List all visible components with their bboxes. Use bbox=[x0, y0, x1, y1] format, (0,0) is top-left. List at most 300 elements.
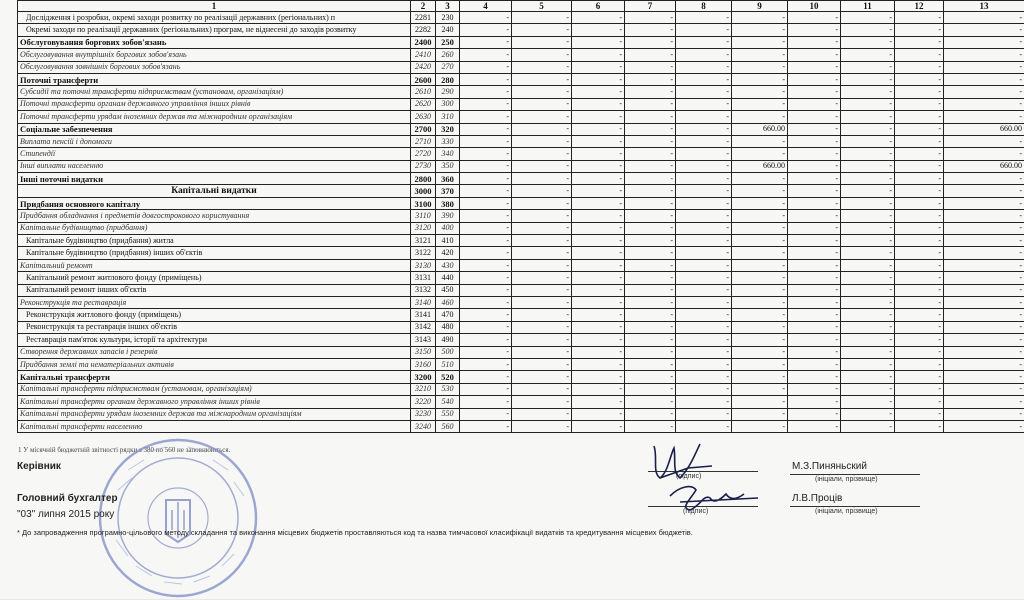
cell-col-7: - bbox=[625, 135, 676, 147]
cell-col-4: - bbox=[460, 358, 512, 370]
cell-col-10: - bbox=[788, 135, 841, 147]
cell-col-8: - bbox=[676, 284, 732, 296]
cell-col-4: - bbox=[460, 247, 512, 259]
cell-col-6: - bbox=[572, 148, 625, 160]
cell-col-11: - bbox=[841, 309, 895, 321]
cell-col-4: - bbox=[460, 334, 512, 346]
cell-col-13: - bbox=[944, 371, 1024, 383]
column-header-2: 2 bbox=[411, 1, 436, 12]
row-line-code: 230 bbox=[436, 12, 460, 24]
cell-col-9: 660.00 bbox=[732, 123, 788, 135]
cell-col-13: - bbox=[944, 358, 1024, 370]
row-code: 3160 bbox=[411, 358, 436, 370]
cell-col-8: - bbox=[676, 148, 732, 160]
row-code: 3143 bbox=[411, 334, 436, 346]
cell-col-13: - bbox=[944, 185, 1024, 197]
cell-col-5: - bbox=[512, 61, 572, 73]
cell-col-7: - bbox=[625, 383, 676, 395]
cell-col-9: - bbox=[732, 36, 788, 48]
cell-col-6: - bbox=[572, 173, 625, 185]
row-name: Виплата пенсій і допомоги bbox=[18, 135, 411, 147]
cell-col-10: - bbox=[788, 408, 841, 420]
table-row bbox=[18, 247, 1024, 259]
cell-col-7: - bbox=[625, 86, 676, 98]
cell-col-7: - bbox=[625, 210, 676, 222]
row-code: 2281 bbox=[411, 12, 436, 24]
row-line-code: 500 bbox=[436, 346, 460, 358]
cell-col-8: - bbox=[676, 123, 732, 135]
cell-col-7: - bbox=[625, 98, 676, 110]
row-code: 2720 bbox=[411, 148, 436, 160]
cell-col-4: - bbox=[460, 73, 512, 85]
cell-col-12: - bbox=[895, 420, 944, 432]
cell-col-7: - bbox=[625, 247, 676, 259]
row-line-code: 340 bbox=[436, 148, 460, 160]
row-code: 3122 bbox=[411, 247, 436, 259]
row-code: 3210 bbox=[411, 383, 436, 395]
cell-col-8: - bbox=[676, 247, 732, 259]
cell-col-13: - bbox=[944, 24, 1024, 36]
table-row bbox=[18, 272, 1024, 284]
cell-col-10: - bbox=[788, 210, 841, 222]
cell-col-8: - bbox=[676, 173, 732, 185]
row-name: Поточні трансферти урядам іноземних держав та міжнародним організаціям bbox=[18, 111, 411, 123]
row-line-code: 330 bbox=[436, 135, 460, 147]
cell-col-6: - bbox=[572, 346, 625, 358]
cell-col-9: - bbox=[732, 197, 788, 209]
cell-col-12: - bbox=[895, 346, 944, 358]
cell-col-9: - bbox=[732, 371, 788, 383]
accountant-name: Л.В.Проців bbox=[792, 493, 842, 504]
cell-col-7: - bbox=[625, 334, 676, 346]
cell-col-11: - bbox=[841, 259, 895, 271]
cell-col-12: - bbox=[895, 98, 944, 110]
row-line-code: 370 bbox=[436, 185, 460, 197]
cell-col-7: - bbox=[625, 235, 676, 247]
cell-col-7: - bbox=[625, 12, 676, 24]
cell-col-11: - bbox=[841, 148, 895, 160]
cell-col-10: - bbox=[788, 73, 841, 85]
table-row bbox=[18, 135, 1024, 147]
cell-col-6: - bbox=[572, 222, 625, 234]
cell-col-11: - bbox=[841, 210, 895, 222]
cell-col-8: - bbox=[676, 383, 732, 395]
cell-col-10: - bbox=[788, 86, 841, 98]
row-name: Реконструкція та реставрація інших об'єктів bbox=[18, 321, 411, 333]
cell-col-9: - bbox=[732, 383, 788, 395]
cell-col-11: - bbox=[841, 420, 895, 432]
cell-col-7: - bbox=[625, 123, 676, 135]
cell-col-13: - bbox=[944, 309, 1024, 321]
row-code: 2400 bbox=[411, 36, 436, 48]
budget-table bbox=[17, 0, 1024, 433]
cell-col-9: - bbox=[732, 408, 788, 420]
cell-col-11: - bbox=[841, 396, 895, 408]
cell-col-9: - bbox=[732, 12, 788, 24]
cell-col-10: - bbox=[788, 420, 841, 432]
row-code: 3121 bbox=[411, 235, 436, 247]
cell-col-10: - bbox=[788, 148, 841, 160]
cell-col-6: - bbox=[572, 24, 625, 36]
cell-col-8: - bbox=[676, 185, 732, 197]
cell-col-12: - bbox=[895, 160, 944, 172]
cell-col-12: - bbox=[895, 148, 944, 160]
cell-col-9: - bbox=[732, 396, 788, 408]
column-header-3: 3 bbox=[436, 1, 460, 12]
cell-col-13: - bbox=[944, 86, 1024, 98]
cell-col-6: - bbox=[572, 86, 625, 98]
row-line-code: 520 bbox=[436, 371, 460, 383]
column-header-10: 10 bbox=[788, 1, 841, 12]
cell-col-10: - bbox=[788, 197, 841, 209]
row-code: 3230 bbox=[411, 408, 436, 420]
cell-col-10: - bbox=[788, 160, 841, 172]
cell-col-11: - bbox=[841, 61, 895, 73]
row-line-code: 450 bbox=[436, 284, 460, 296]
row-name: Капітальне будівництво (придбання) bbox=[18, 222, 411, 234]
cell-col-6: - bbox=[572, 383, 625, 395]
cell-col-9: - bbox=[732, 420, 788, 432]
cell-col-6: - bbox=[572, 259, 625, 271]
row-line-code: 320 bbox=[436, 123, 460, 135]
cell-col-7: - bbox=[625, 61, 676, 73]
cell-col-4: - bbox=[460, 123, 512, 135]
cell-col-5: - bbox=[512, 371, 572, 383]
cell-col-5: - bbox=[512, 135, 572, 147]
cell-col-11: - bbox=[841, 160, 895, 172]
cell-col-12: - bbox=[895, 371, 944, 383]
cell-col-4: - bbox=[460, 160, 512, 172]
head-signature-caption: (підпис) bbox=[676, 473, 701, 480]
cell-col-5: - bbox=[512, 284, 572, 296]
cell-col-4: - bbox=[460, 86, 512, 98]
head-name-caption: (ініціали, прізвище) bbox=[815, 476, 878, 483]
table-row bbox=[18, 396, 1024, 408]
row-name: Соціальне забезпечення bbox=[18, 123, 411, 135]
cell-col-6: - bbox=[572, 185, 625, 197]
cell-col-11: - bbox=[841, 24, 895, 36]
row-line-code: 310 bbox=[436, 111, 460, 123]
cell-col-4: - bbox=[460, 111, 512, 123]
cell-col-10: - bbox=[788, 272, 841, 284]
cell-col-12: - bbox=[895, 396, 944, 408]
cell-col-9: - bbox=[732, 73, 788, 85]
cell-col-7: - bbox=[625, 24, 676, 36]
accountant-name-caption: (ініціали, прізвище) bbox=[815, 508, 878, 515]
cell-col-6: - bbox=[572, 210, 625, 222]
cell-col-4: - bbox=[460, 296, 512, 308]
cell-col-12: - bbox=[895, 222, 944, 234]
cell-col-12: - bbox=[895, 49, 944, 61]
row-line-code: 290 bbox=[436, 86, 460, 98]
table-row bbox=[18, 61, 1024, 73]
cell-col-13: - bbox=[944, 396, 1024, 408]
cell-col-13: - bbox=[944, 197, 1024, 209]
cell-col-7: - bbox=[625, 49, 676, 61]
table-row bbox=[18, 86, 1024, 98]
cell-col-11: - bbox=[841, 371, 895, 383]
cell-col-4: - bbox=[460, 420, 512, 432]
cell-col-8: - bbox=[676, 24, 732, 36]
cell-col-9: - bbox=[732, 272, 788, 284]
cell-col-5: - bbox=[512, 210, 572, 222]
cell-col-12: - bbox=[895, 12, 944, 24]
row-code: 3131 bbox=[411, 272, 436, 284]
table-row bbox=[18, 296, 1024, 308]
cell-col-5: - bbox=[512, 148, 572, 160]
cell-col-5: - bbox=[512, 86, 572, 98]
cell-col-13: - bbox=[944, 73, 1024, 85]
row-line-code: 380 bbox=[436, 197, 460, 209]
cell-col-9: - bbox=[732, 173, 788, 185]
cell-col-10: - bbox=[788, 259, 841, 271]
cell-col-8: - bbox=[676, 197, 732, 209]
row-code: 3110 bbox=[411, 210, 436, 222]
table-row bbox=[18, 346, 1024, 358]
cell-col-13: - bbox=[944, 321, 1024, 333]
cell-col-7: - bbox=[625, 185, 676, 197]
cell-col-12: - bbox=[895, 284, 944, 296]
cell-col-9: - bbox=[732, 148, 788, 160]
cell-col-12: - bbox=[895, 61, 944, 73]
cell-col-4: - bbox=[460, 173, 512, 185]
row-name: Придбання основного капіталу bbox=[18, 197, 411, 209]
cell-col-8: - bbox=[676, 334, 732, 346]
cell-col-13: - bbox=[944, 12, 1024, 24]
cell-col-5: - bbox=[512, 185, 572, 197]
table-row bbox=[18, 111, 1024, 123]
cell-col-4: - bbox=[460, 396, 512, 408]
row-line-code: 560 bbox=[436, 420, 460, 432]
row-name: Інші поточні видатки bbox=[18, 173, 411, 185]
head-name: М.З.Пиняньский bbox=[792, 461, 867, 472]
cell-col-6: - bbox=[572, 36, 625, 48]
row-name: Капітальне будівництво (придбання) інших об'єктів bbox=[18, 247, 411, 259]
cell-col-11: - bbox=[841, 247, 895, 259]
column-header-7: 7 bbox=[625, 1, 676, 12]
cell-col-12: - bbox=[895, 235, 944, 247]
cell-col-6: - bbox=[572, 334, 625, 346]
cell-col-4: - bbox=[460, 346, 512, 358]
cell-col-13: - bbox=[944, 49, 1024, 61]
row-code: 2610 bbox=[411, 86, 436, 98]
cell-col-12: - bbox=[895, 111, 944, 123]
row-code: 3200 bbox=[411, 371, 436, 383]
cell-col-6: - bbox=[572, 61, 625, 73]
row-code: 3142 bbox=[411, 321, 436, 333]
row-code: 3130 bbox=[411, 259, 436, 271]
cell-col-5: - bbox=[512, 197, 572, 209]
cell-col-13: - bbox=[944, 247, 1024, 259]
cell-col-5: - bbox=[512, 420, 572, 432]
cell-col-9: - bbox=[732, 210, 788, 222]
row-line-code: 240 bbox=[436, 24, 460, 36]
row-code: 3220 bbox=[411, 396, 436, 408]
row-line-code: 400 bbox=[436, 222, 460, 234]
table-row bbox=[18, 235, 1024, 247]
cell-col-10: - bbox=[788, 185, 841, 197]
cell-col-9: - bbox=[732, 222, 788, 234]
table-row bbox=[18, 259, 1024, 271]
cell-col-4: - bbox=[460, 235, 512, 247]
cell-col-8: - bbox=[676, 111, 732, 123]
cell-col-10: - bbox=[788, 383, 841, 395]
cell-col-5: - bbox=[512, 235, 572, 247]
cell-col-8: - bbox=[676, 321, 732, 333]
cell-col-8: - bbox=[676, 36, 732, 48]
cell-col-10: - bbox=[788, 111, 841, 123]
cell-col-11: - bbox=[841, 73, 895, 85]
cell-col-9: - bbox=[732, 49, 788, 61]
cell-col-10: - bbox=[788, 235, 841, 247]
footnote: 1 У місячній бюджетній звітності рядки з 380 по 560 не заповнюються. bbox=[18, 446, 230, 454]
cell-col-7: - bbox=[625, 371, 676, 383]
cell-col-9: - bbox=[732, 61, 788, 73]
table-row bbox=[18, 309, 1024, 321]
cell-col-13: - bbox=[944, 148, 1024, 160]
cell-col-8: - bbox=[676, 408, 732, 420]
cell-col-8: - bbox=[676, 222, 732, 234]
cell-col-9: - bbox=[732, 235, 788, 247]
cell-col-6: - bbox=[572, 396, 625, 408]
cell-col-8: - bbox=[676, 309, 732, 321]
cell-col-8: - bbox=[676, 346, 732, 358]
cell-col-6: - bbox=[572, 98, 625, 110]
cell-col-9: - bbox=[732, 24, 788, 36]
cell-col-6: - bbox=[572, 284, 625, 296]
cell-col-10: - bbox=[788, 123, 841, 135]
row-name: Обслуговування внутрішніх боргових зобов'язань bbox=[18, 49, 411, 61]
cell-col-6: - bbox=[572, 111, 625, 123]
cell-col-4: - bbox=[460, 210, 512, 222]
cell-col-5: - bbox=[512, 173, 572, 185]
table-row bbox=[18, 73, 1024, 85]
cell-col-11: - bbox=[841, 358, 895, 370]
cell-col-4: - bbox=[460, 49, 512, 61]
table-row bbox=[18, 408, 1024, 420]
cell-col-12: - bbox=[895, 210, 944, 222]
cell-col-13: - bbox=[944, 272, 1024, 284]
cell-col-5: - bbox=[512, 12, 572, 24]
cell-col-5: - bbox=[512, 259, 572, 271]
cell-col-6: - bbox=[572, 321, 625, 333]
cell-col-6: - bbox=[572, 235, 625, 247]
row-line-code: 470 bbox=[436, 309, 460, 321]
cell-col-11: - bbox=[841, 272, 895, 284]
cell-col-5: - bbox=[512, 408, 572, 420]
cell-col-7: - bbox=[625, 148, 676, 160]
row-code: 3240 bbox=[411, 420, 436, 432]
cell-col-10: - bbox=[788, 358, 841, 370]
row-code: 2420 bbox=[411, 61, 436, 73]
row-code: 2620 bbox=[411, 98, 436, 110]
row-code: 3132 bbox=[411, 284, 436, 296]
cell-col-5: - bbox=[512, 36, 572, 48]
cell-col-4: - bbox=[460, 383, 512, 395]
table-row bbox=[18, 160, 1024, 172]
cell-col-4: - bbox=[460, 148, 512, 160]
cell-col-10: - bbox=[788, 49, 841, 61]
cell-col-11: - bbox=[841, 296, 895, 308]
cell-col-12: - bbox=[895, 358, 944, 370]
cell-col-4: - bbox=[460, 185, 512, 197]
row-name: Обслуговування боргових зобов'язань bbox=[18, 36, 411, 48]
cell-col-13: - bbox=[944, 235, 1024, 247]
cell-col-13: - bbox=[944, 408, 1024, 420]
cell-col-8: - bbox=[676, 259, 732, 271]
row-line-code: 540 bbox=[436, 396, 460, 408]
row-line-code: 270 bbox=[436, 61, 460, 73]
cell-col-12: - bbox=[895, 86, 944, 98]
cell-col-4: - bbox=[460, 135, 512, 147]
row-name: Реконструкція житлового фонду (приміщень) bbox=[18, 309, 411, 321]
cell-col-12: - bbox=[895, 36, 944, 48]
cell-col-4: - bbox=[460, 24, 512, 36]
cell-col-11: - bbox=[841, 98, 895, 110]
cell-col-11: - bbox=[841, 346, 895, 358]
cell-col-5: - bbox=[512, 334, 572, 346]
cell-col-11: - bbox=[841, 86, 895, 98]
handwritten-signatures bbox=[640, 438, 770, 533]
row-code: 3100 bbox=[411, 197, 436, 209]
cell-col-6: - bbox=[572, 296, 625, 308]
cell-col-6: - bbox=[572, 247, 625, 259]
cell-col-9: - bbox=[732, 346, 788, 358]
row-line-code: 530 bbox=[436, 383, 460, 395]
cell-col-8: - bbox=[676, 61, 732, 73]
row-name: Створення державних запасів і резервів bbox=[18, 346, 411, 358]
cell-col-13: - bbox=[944, 420, 1024, 432]
cell-col-5: - bbox=[512, 272, 572, 284]
row-code: 3140 bbox=[411, 296, 436, 308]
cell-col-5: - bbox=[512, 396, 572, 408]
cell-col-9: - bbox=[732, 284, 788, 296]
cell-col-9: - bbox=[732, 86, 788, 98]
cell-col-8: - bbox=[676, 371, 732, 383]
cell-col-11: - bbox=[841, 197, 895, 209]
column-header-1: 1 bbox=[18, 1, 411, 12]
row-code: 3120 bbox=[411, 222, 436, 234]
cell-col-9: - bbox=[732, 135, 788, 147]
cell-col-10: - bbox=[788, 36, 841, 48]
cell-col-12: - bbox=[895, 296, 944, 308]
cell-col-12: - bbox=[895, 24, 944, 36]
cell-col-9: - bbox=[732, 259, 788, 271]
cell-col-11: - bbox=[841, 321, 895, 333]
cell-col-13: - bbox=[944, 284, 1024, 296]
cell-col-11: - bbox=[841, 123, 895, 135]
cell-col-13: - bbox=[944, 334, 1024, 346]
cell-col-13: 660.00 bbox=[944, 123, 1024, 135]
report-date: "03" липня 2015 року bbox=[17, 509, 114, 520]
cell-col-5: - bbox=[512, 24, 572, 36]
cell-col-13: - bbox=[944, 111, 1024, 123]
cell-col-10: - bbox=[788, 334, 841, 346]
cell-col-4: - bbox=[460, 197, 512, 209]
row-code: 2600 bbox=[411, 73, 436, 85]
cell-col-11: - bbox=[841, 222, 895, 234]
cell-col-7: - bbox=[625, 36, 676, 48]
cell-col-5: - bbox=[512, 73, 572, 85]
column-header-4: 4 bbox=[460, 1, 512, 12]
cell-col-9: - bbox=[732, 185, 788, 197]
cell-col-12: - bbox=[895, 197, 944, 209]
cell-col-7: - bbox=[625, 259, 676, 271]
cell-col-4: - bbox=[460, 272, 512, 284]
cell-col-5: - bbox=[512, 346, 572, 358]
cell-col-5: - bbox=[512, 160, 572, 172]
cell-col-8: - bbox=[676, 272, 732, 284]
